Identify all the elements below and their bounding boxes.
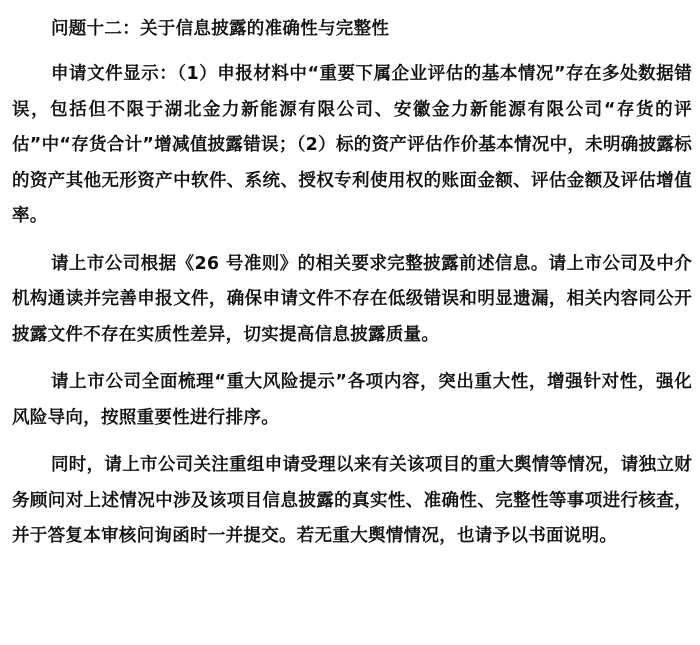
paragraph-public-opinion: 同时，请上市公司关注重组申请受理以来有关该项目的重大舆情等情况，请独立财务顾问对上述情况中涉及该项目信息披露的真实性、准确性、完整性等事项进行核查，并于答复本审核问询函时一并提交。若无重大舆情情况，也请予以书面说明。	[12, 455, 692, 546]
paragraph-disclosure-errors: 申请文件显示：（1）申报材料中“重要下属企业评估的基本情况”存在多处数据错误，包括但不限于湖北金力新能源有限公司、安徽金力新能源有限公司“存货的评估”中“存货合计”增减值披露错误；（2）标的资产评估作价基本情况中，未明确披露标的资产其他无形资产中软件、系统、授权专利使用权的账面金额、评估金额及评估增值率。	[12, 64, 692, 226]
paragraph-disclosure-requirements: 请上市公司根据《26 号准则》的相关要求完整披露前述信息。请上市公司及中介机构通读并完善申报文件，确保申请文件不存在低级错误和明显遗漏，相关内容同公开披露文件不存在实质性差异，切实提高信息披露质量。	[12, 253, 692, 345]
document-body	[12, 10, 692, 567]
section-heading: 问题十二：关于信息披露的准确性与完整性	[51, 19, 390, 39]
paragraph-risk-review: 请上市公司全面梳理“重大风险提示”各项内容，突出重大性，增强针对性，强化风险导向，按照重要性进行排序。	[12, 372, 692, 428]
